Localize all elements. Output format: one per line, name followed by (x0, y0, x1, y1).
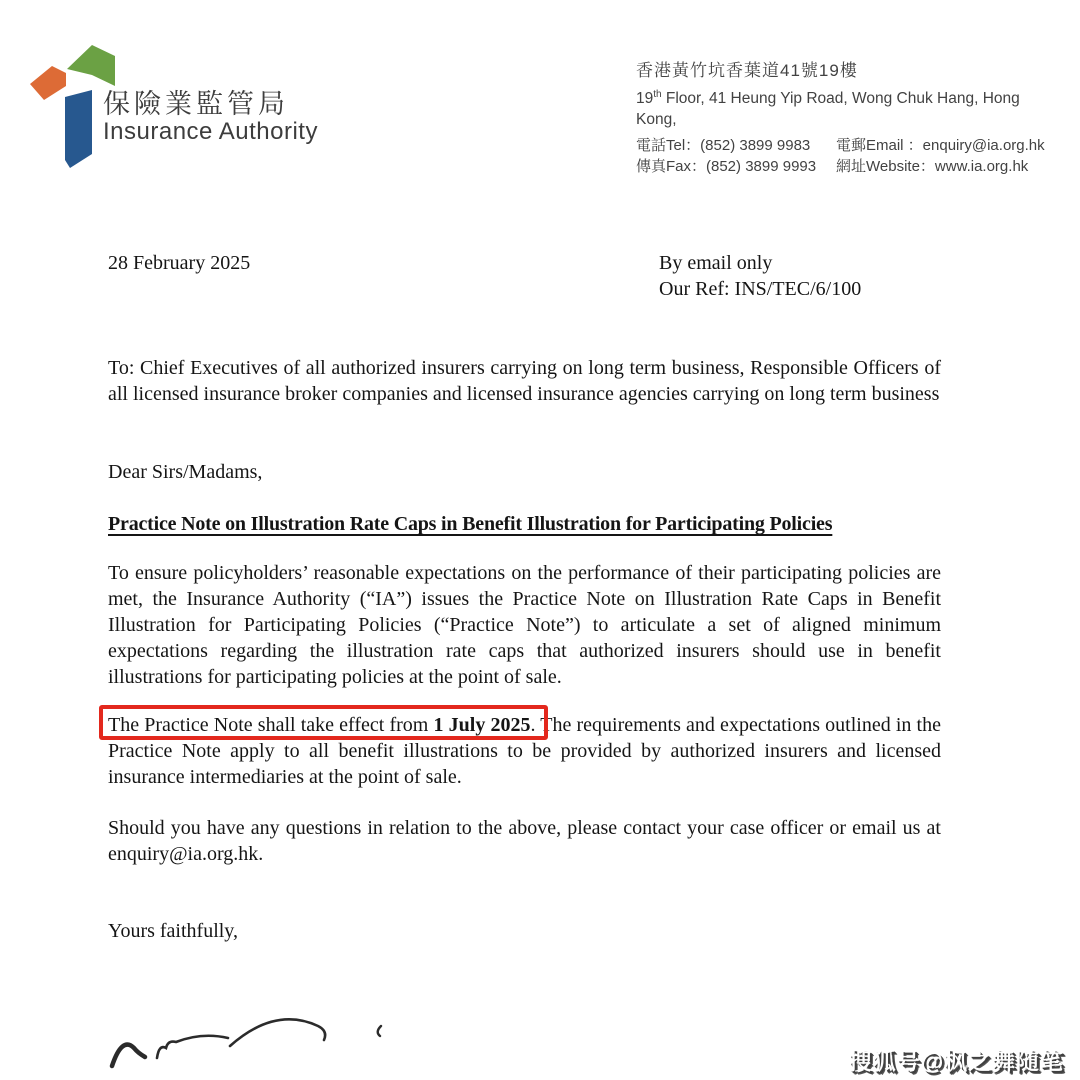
address-chinese: 香港黃竹坑香葉道41號19樓 (636, 61, 858, 80)
address-street: Floor, 41 Heung Yip Road, Wong Chuk Hang, Hong Kong, (636, 90, 1020, 129)
paragraph-2 (108, 712, 941, 790)
paragraph-3: Should you have any questions in relation to the above, please contact your case officer or email us at enquiry@ia.org.hk. (108, 817, 941, 865)
highlight-period: . (530, 714, 536, 736)
paragraph-2-rest: The requirements and expectations outlined in the Practice Note apply to all benefit illustrations to be provided by authorized insurers and licensed insurance intermediaries at the point of sale. (108, 714, 941, 788)
highlighted-sentence (108, 714, 535, 736)
fax-line: 傳真Fax：(852) 3899 9993 (636, 157, 817, 175)
watermark: 搜狐号@枫之舞随笔 (848, 1048, 1064, 1074)
address-ordinal-sup: th (653, 89, 662, 100)
salutation: Dear Sirs/Madams, (108, 461, 263, 483)
email-line: 電郵Email ：enquiry@ia.org.hk (836, 137, 1045, 155)
letter-body (108, 250, 941, 944)
our-ref: Our Ref: INS/TEC/6/100 (659, 278, 862, 300)
recipient-paragraph: To: Chief Executives of all authorized insurers carrying on long term business, Responsible Officers of all licensed insurance broker companies and licensed insurance agencies carrying on long term business (108, 357, 941, 405)
org-name-chinese: 保險業監管局 (103, 89, 289, 119)
meta-row (108, 250, 941, 302)
address-number: 19 (636, 90, 654, 108)
tel-line: 電話Tel：(852) 3899 9983 (636, 137, 811, 155)
closing: Yours faithfully, (108, 920, 239, 942)
subject-text: Practice Note on Illustration Rate Caps in Benefit Illustration for Participating Policies (108, 513, 833, 535)
insurance-authority-logo (30, 42, 350, 172)
paragraph-1: To ensure policyholders’ reasonable expectations on the performance of their participating policies are met, the Insurance Authority (“IA”) issues the Practice Note on Illustration Rate Caps in Benefit Illustration for Participating Policies (“Practice Note”) to articulate a set of aligned minimum expectations regarding the illustration rate caps that authorized insurers should use in benefit illustrations for participating policies at the point of sale. (108, 562, 941, 688)
effective-date: 1 July 2025 (433, 714, 531, 736)
letterhead-address-block (636, 60, 1046, 177)
letter-date: 28 February 2025 (108, 252, 251, 274)
delivery-method: By email only (659, 252, 773, 274)
logo-text (103, 90, 318, 145)
website-line: 網址Website：www.ia.org.hk (836, 157, 1029, 175)
org-name-english: Insurance Authority (103, 118, 318, 145)
meta-right (659, 250, 941, 302)
subject-heading (108, 511, 941, 537)
address-english (636, 84, 1046, 130)
contact-grid (636, 136, 1046, 177)
highlight-pre-text: The Practice Note shall take effect from (108, 714, 434, 736)
signature (100, 1000, 500, 1080)
